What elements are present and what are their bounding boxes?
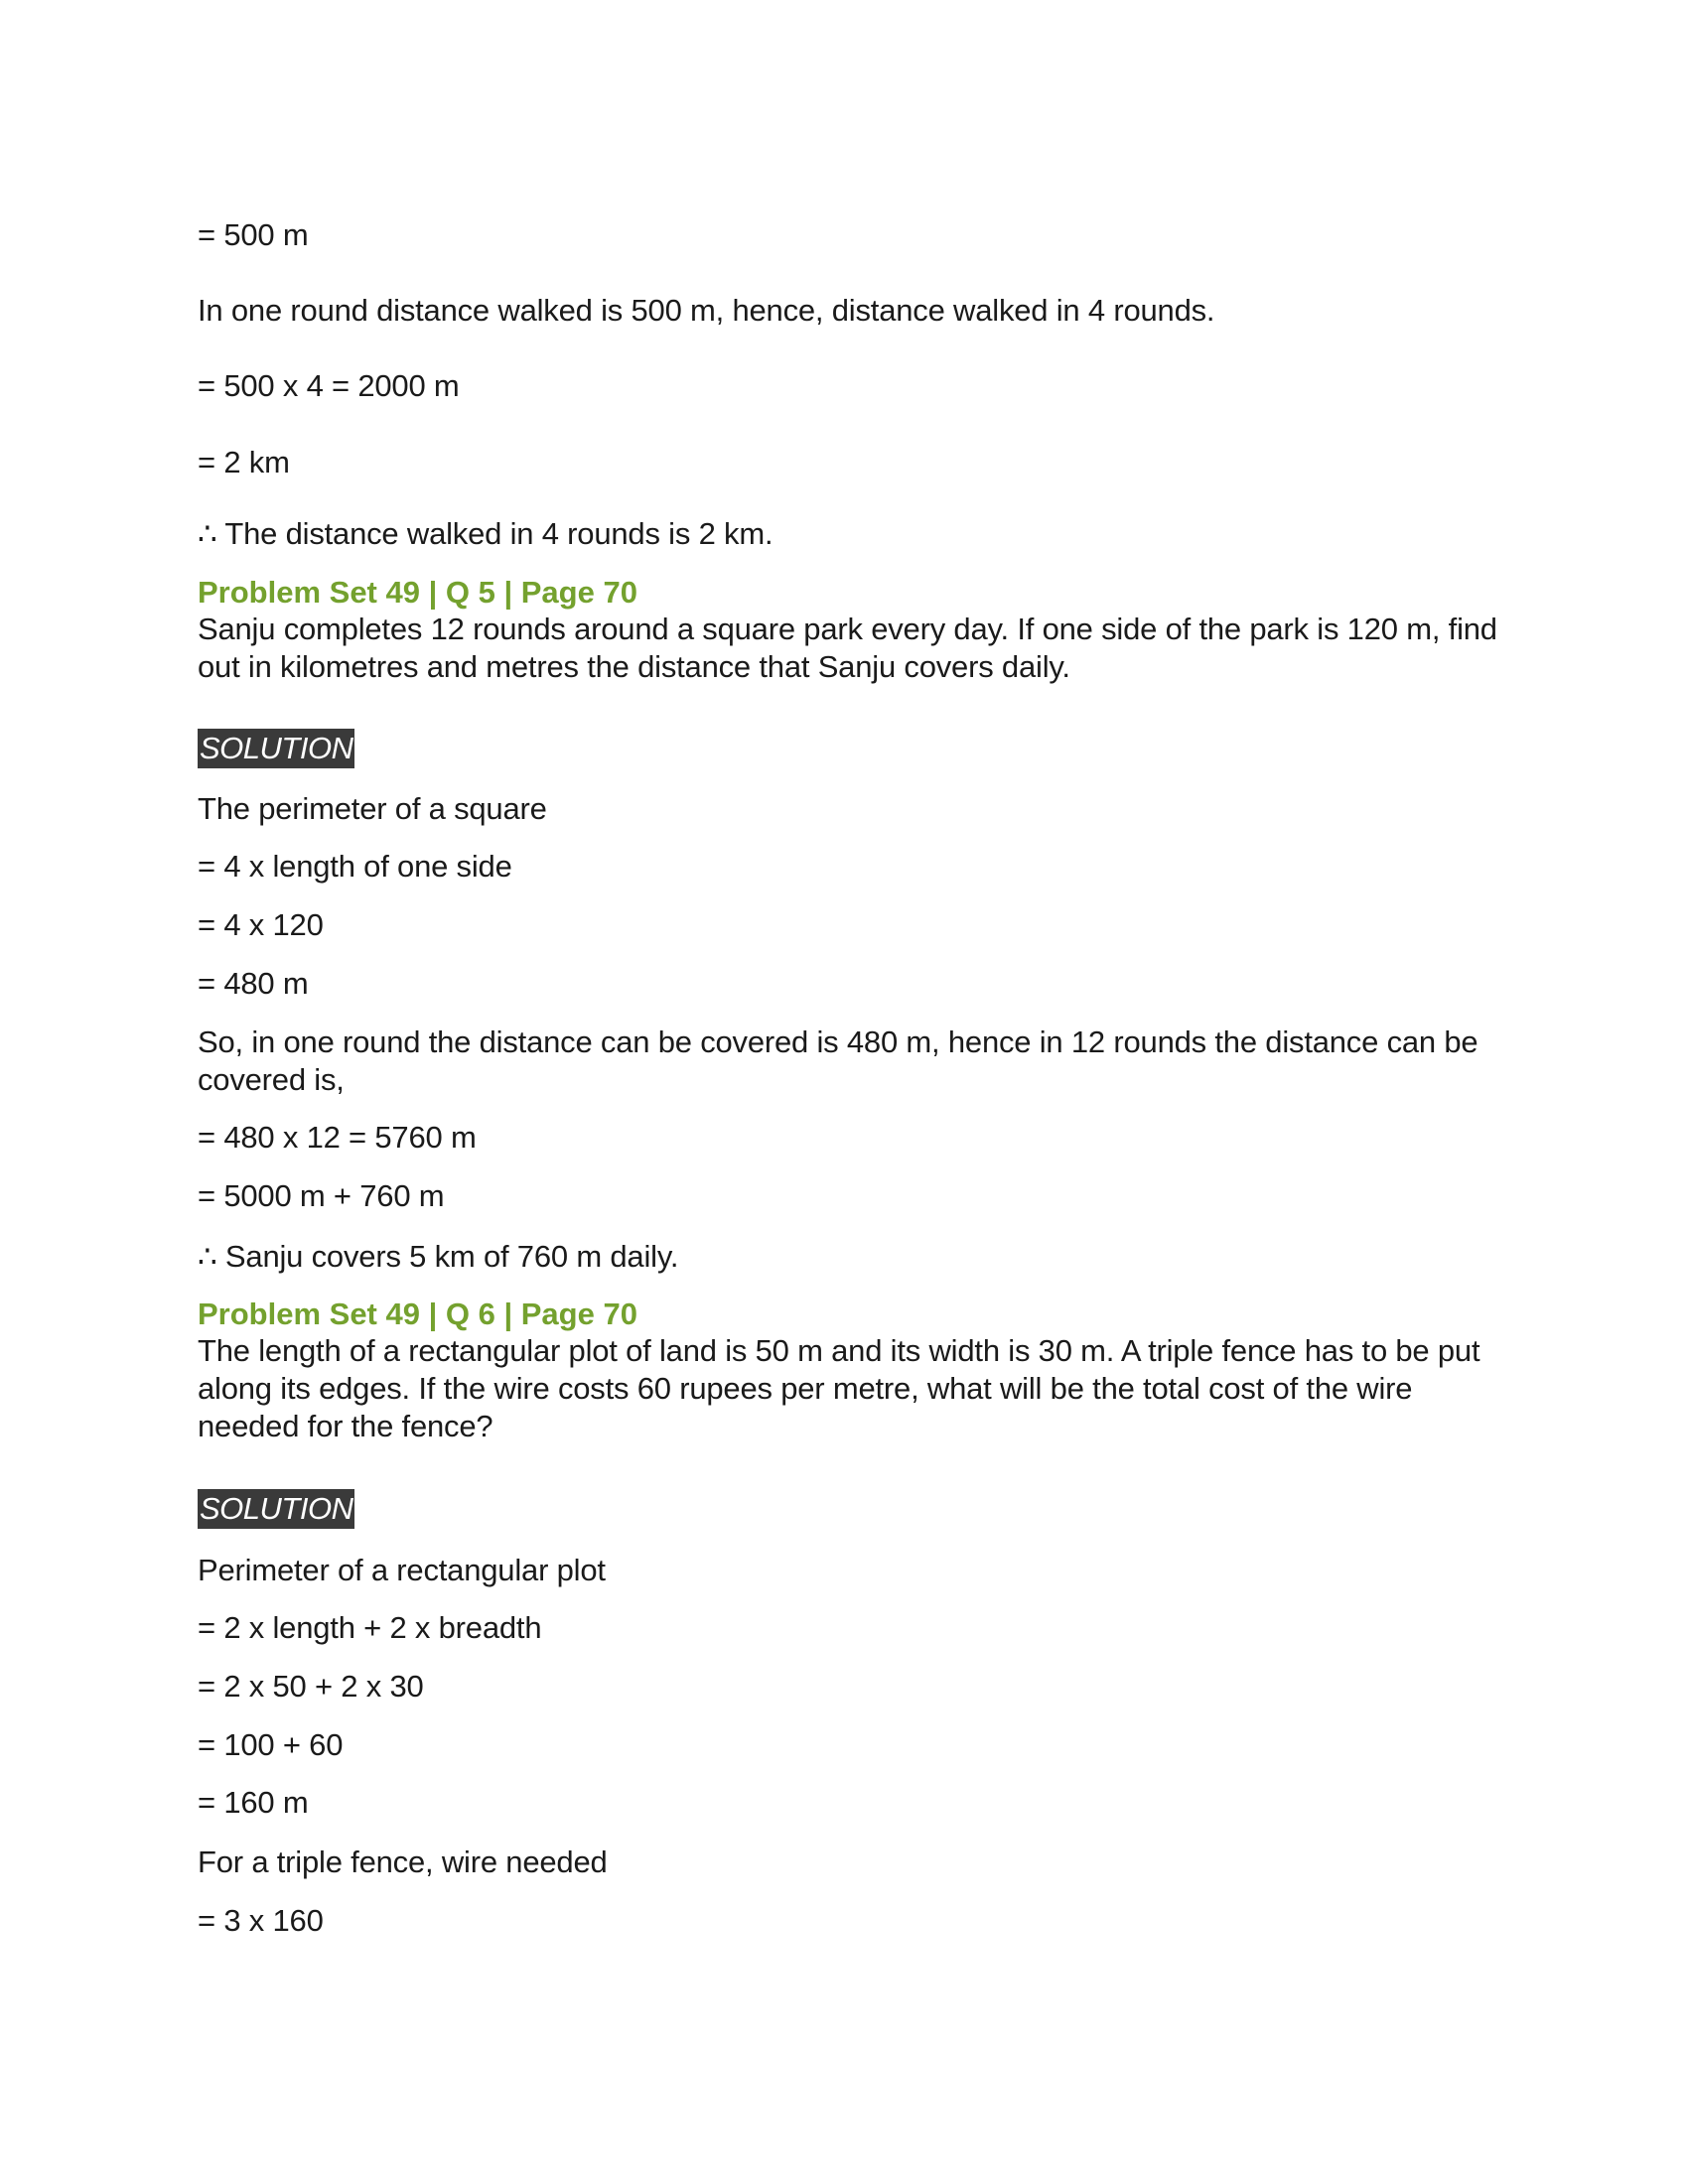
solution-line: So, in one round the distance can be covered is 480 m, hence in 12 rounds the distance can be covered is, [198, 1024, 1478, 1097]
solution-line: In one round distance walked is 500 m, hence, distance walked in 4 rounds. [198, 293, 1215, 328]
solution-line: For a triple fence, wire needed [198, 1844, 608, 1879]
question-text: Sanju completes 12 rounds around a square park every day. If one side of the park is 120 m, find out in kilometres and metres the distance that Sanju covers daily. [198, 612, 1497, 684]
solution-line: = 160 m [198, 1785, 309, 1820]
question-heading: Problem Set 49 | Q 5 | Page 70 [198, 575, 637, 610]
solution-line: = 480 x 12 = 5760 m [198, 1120, 477, 1155]
question-text: The length of a rectangular plot of land is 50 m and its width is 30 m. A triple fence has to be put along its edges. If the wire costs 60 rupees per metre, what will be the total cost of the wire needed for the fence? [198, 1333, 1480, 1443]
solution-line: Perimeter of a rectangular plot [198, 1553, 606, 1587]
conclusion-line: ∴ Sanju covers 5 km of 760 m daily. [198, 1239, 679, 1274]
solution-line: = 100 + 60 [198, 1727, 344, 1762]
solution-line: = 3 x 160 [198, 1903, 324, 1938]
solution-line: = 5000 m + 760 m [198, 1178, 445, 1213]
solution-line: = 480 m [198, 966, 309, 1001]
solution-badge: SOLUTION [198, 1489, 354, 1529]
solution-line: = 2 x 50 + 2 x 30 [198, 1669, 424, 1704]
question-heading: Problem Set 49 | Q 6 | Page 70 [198, 1297, 637, 1331]
solution-line: = 2 km [198, 445, 290, 479]
solution-line: = 2 x length + 2 x breadth [198, 1610, 542, 1645]
conclusion-line: ∴ The distance walked in 4 rounds is 2 km. [198, 516, 774, 551]
solution-line: = 500 x 4 = 2000 m [198, 368, 460, 403]
solution-line: = 4 x 120 [198, 907, 324, 942]
solution-badge: SOLUTION [198, 729, 354, 768]
solution-line: = 4 x length of one side [198, 849, 512, 884]
solution-line: The perimeter of a square [198, 791, 547, 826]
solution-line: = 500 m [198, 217, 309, 252]
